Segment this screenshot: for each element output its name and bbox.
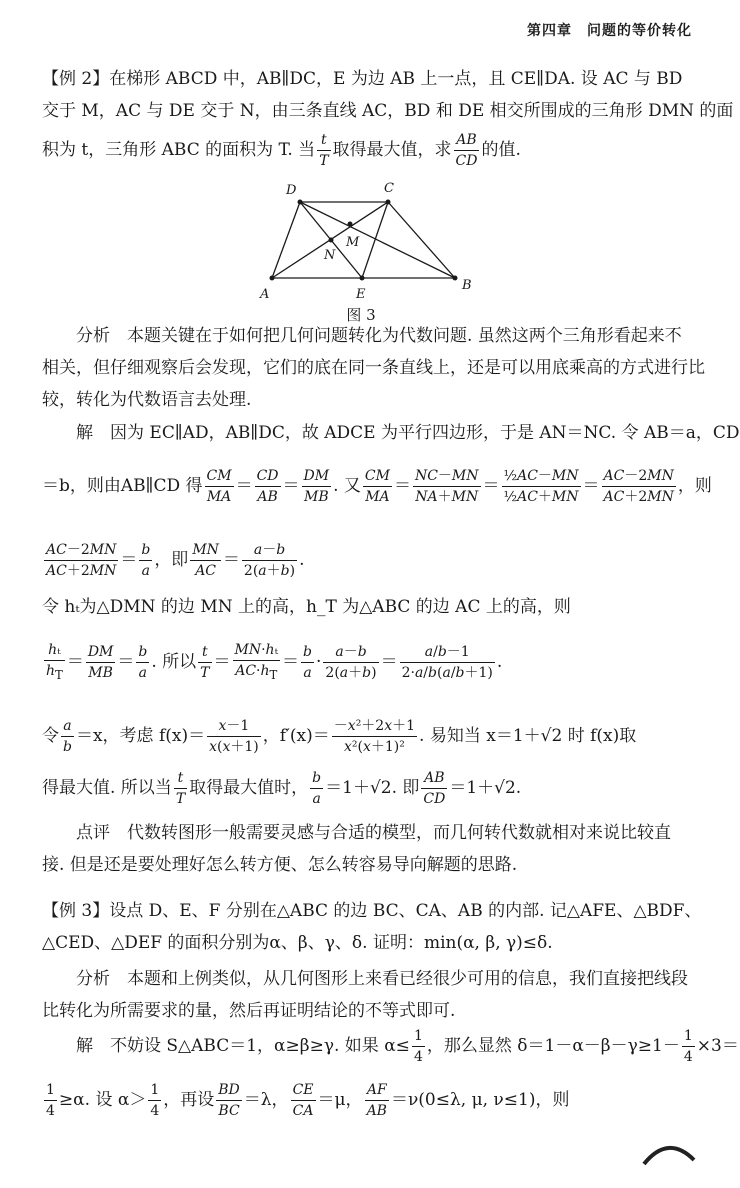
solution1-line-4: 令 hₜ为△DMN 的边 MN 上的高，h_T 为△ABC 的边 AC 上的高，则 xyxy=(42,597,571,617)
solution1-line-5: $\frac{\text{hₜ}}{h_T}$ ＝ $\frac{DM}{MB}$ ＝ $\frac{b}{a}$ . 所以 $\frac{t}{T}$ ＝ $\frac{\text{MN·hₜ}}{AC\cdot h_T}$ ＝ $\frac{b}{a}$ · $\frac{a-b}{2(a+b)}$ ＝ $\frac{a/b-1}{2\cdot a/b(a/b+1)}$ . xyxy=(46,642,503,682)
analysis2-line-1: 分析 本题和上例类似，从几何图形上来看已经很少可用的信息，我们直接把线段 xyxy=(76,969,688,989)
ex2-line-1: 【例 2】在梯形 ABCD 中，AB∥DC，E 为边 AB 上一点，且 CE∥DA. 设 AC 与 BD xyxy=(42,69,683,89)
analysis2-line-2: 比转化为所需要求的量，然后再证明结论的不等式即可. xyxy=(42,1001,456,1021)
comment-line-2: 接. 但是还是要处理好怎么转方便、怎么转容易导向解题的思路. xyxy=(42,855,518,875)
label-a: A xyxy=(260,287,270,302)
solution1-line-7: 得最大值. 所以当 $\frac{t}{T}$ 取得最大值时， $\frac{b}{a}$ ＝1＋√2. 即 $\frac{AB}{CD}$ ＝1＋√2. xyxy=(42,770,522,807)
analysis1-line-3: 较，转化为代数语言去处理. xyxy=(42,390,252,410)
solution1-line-2: ＝b，则由AB∥CD 得 $\frac{CM}{MA}$ ＝ $\frac{CD}{AB}$ ＝ $\frac{DM}{MB}$ . 又 $\frac{CM}{MA}$ ＝ $\frac{NC-MN}{NA+MN}$ ＝ $\frac{\text{½AC－MN}}{\text{½AC＋MN}}$ ＝ $\frac{AC-2MN}{AC+2MN}$ ，则 xyxy=(42,468,712,505)
chapter-header: 第四章 问题的等价转化 xyxy=(527,23,692,39)
solution1-line-6: 令 $\frac{a}{b}$ ＝x，考虑 f(x)＝ $\frac{x-1}{x(x+1)}$ ，f′(x)＝ $\frac{\text{－x²＋2x＋1}}{\text{x²(x＋1)²}}$ . 易知当 x＝1＋√2 时 f(x)取 xyxy=(42,718,637,755)
trapezoid-figure xyxy=(250,172,490,302)
label-d: D xyxy=(286,183,297,198)
comment-line-1: 点评 代数转图形一般需要灵感与合适的模型，而几何转代数就相对来说比较直 xyxy=(76,823,671,843)
ex2-line-3: 积为 t，三角形 ABC 的面积为 T. 当 $\frac{t}{T}$ 取得最大值，求 $\frac{AB}{CD}$ 的值. xyxy=(42,132,521,169)
label-c: C xyxy=(384,181,394,196)
figure-caption: 图 3 xyxy=(346,306,376,324)
solution1-line-1: 解 因为 EC∥AD，AB∥DC，故 ADCE 为平行四边形，于是 AN＝NC. 令 AB＝a，CD xyxy=(76,423,740,443)
solution2-line-1: 解 不妨设 S△ABC＝1，α≥β≥γ. 如果 α≤ $\frac{1}{4}$ ，那么显然 δ＝1－α－β－γ≥1－ $\frac{1}{4}$ ×3＝ xyxy=(76,1028,739,1065)
label-m: M xyxy=(346,235,360,250)
label-b: B xyxy=(462,278,472,293)
analysis1-line-2: 相关，但仔细观察后会发现，它们的底在同一条直线上，还是可以用底乘高的方式进行比 xyxy=(42,358,705,378)
ex3-line-1: 【例 3】设点 D、E、F 分别在△ABC 的边 BC、CA、AB 的内部. 记△AFE、△BDF、 xyxy=(42,901,702,921)
label-e: E xyxy=(356,287,366,302)
ex3-line-2: △CED、△DEF 的面积分别为α、β、γ、δ. 证明：min(α, β, γ)≤δ. xyxy=(42,933,553,953)
analysis1-line-1: 分析 本题关键在于如何把几何问题转化为代数问题. 虽然这两个三角形看起来不 xyxy=(76,326,682,346)
label-n: N xyxy=(324,248,336,263)
ex2-line-2: 交于 M，AC 与 DE 交于 N，由三条直线 AC，BD 和 DE 相交所围成的三角形 DMN 的面 xyxy=(42,101,734,121)
page-curl-icon xyxy=(638,1130,698,1170)
solution1-line-3: $\frac{AC-2MN}{AC+2MN}$ ＝ $\frac{b}{a}$ ，即 $\frac{MN}{AC}$ ＝ $\frac{a-b}{2(a+b)}$ . xyxy=(46,542,305,579)
solution2-line-2: $\frac{1}{4}$ ≥α. 设 α＞ $\frac{1}{4}$ ，再设 $\frac{BD}{BC}$ ＝λ， $\frac{CE}{CA}$ ＝μ， $\frac{AF}{AB}$ ＝ν(0≤λ, μ, ν≤1)，则 xyxy=(46,1082,570,1119)
